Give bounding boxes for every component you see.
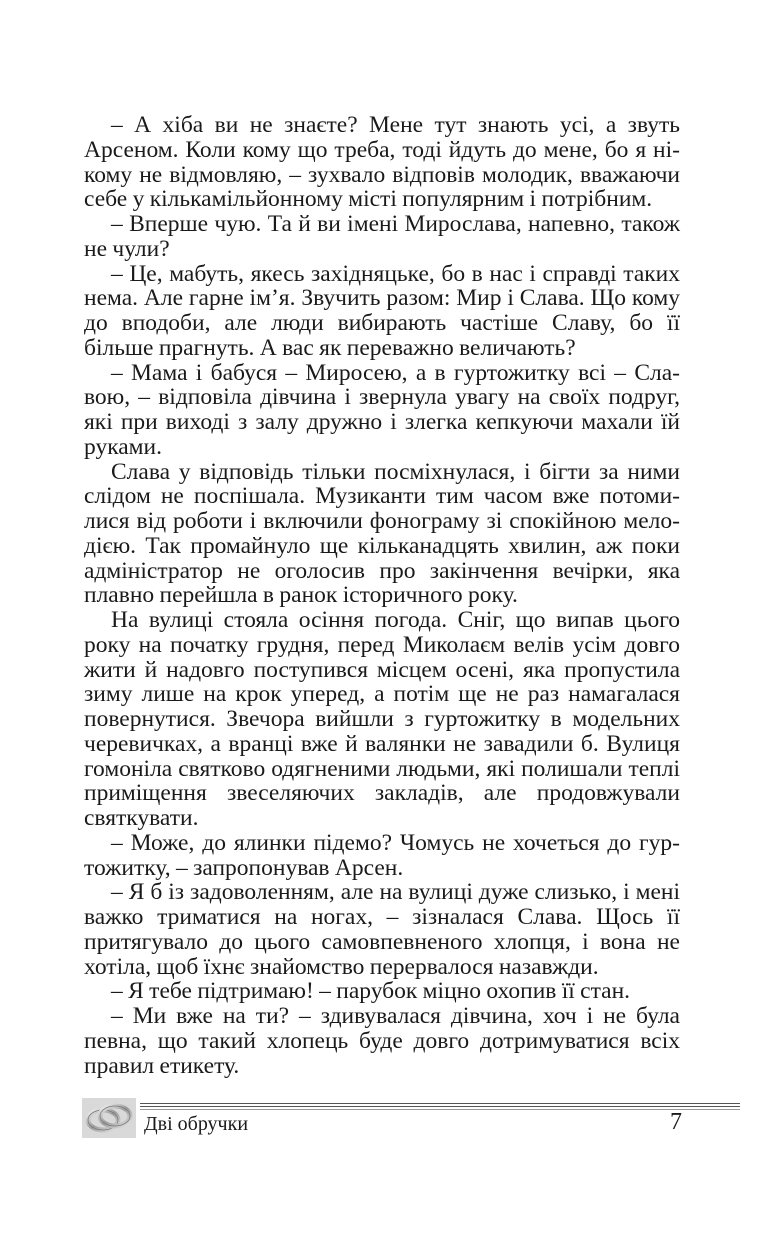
page-body [84,113,680,1078]
paragraph-2: – Вперше чую. Та й ви імені Мирослава, напевно, також не чули? [84,211,680,262]
paragraph-8: – Я б із задоволенням, але на вулиці дуже слизько, і мені важко триматися на ногах, – зізналася Слава. Щось її притягувало до цього самовпевненого хлопця, і вона не хотіла, щоб їхнє знайомство перервалося назавжди. [84,879,680,980]
page-footer [82,1098,682,1140]
footer-rule-bottom [140,1109,740,1110]
paragraph-10: – Ми вже на ти? – здивувалася дівчина, хоч і не була певна, що такий хлопець буде довго дотримуватися всіх правил етикету. [84,1003,680,1079]
paragraph-1: – А хіба ви не знаєте? Мене тут знають усі, а звуть Арсеном. Коли кому що треба, тоді йдуть до мене, бо я нікому не відмовляю, – зухвало відповів молодик, вважаючи себе у кількамільйонному місті популярним і потрібним. [84,112,680,213]
running-title: Дві обручки [144,1113,249,1135]
page-number: 7 [670,1109,682,1135]
footer-rule-middle [140,1106,740,1107]
paragraph-9: – Я тебе підтримаю! – парубок міцно охопив її стан. [111,978,631,1005]
paragraph-3: – Це, мабуть, якесь західняцьке, бо в нас і справді таких нема. Але гарне ім’я. Звучить разом: Мир і Слава. Що кому до вподоби, але люди вибирають частіше Славу, бо її більше прагнуть. А вас як переважно величають? [84,260,680,361]
paragraph-7: – Може, до ялинки підемо? Чомусь не хочеться до гуртожитку, – запропонував Арсен. [84,829,680,881]
paragraph-6: На вулиці стояла осіння погода. Сніг, що випав цього року на початку грудня, перед Миколаєм велів усім довго жити й надовго поступився місцем осені, яка пропустила зиму лише на крок уперед, а потім ще не раз намагалася повернутися. Звечора вийшли з гуртожитку в модельних черевичках, а вранці вже й валянки не завадили б. Вулиця гомоніла святково одягненими людьми, які полишали теплі приміщення звеселяючих закладів, але продовжували святкувати. [84,607,680,831]
wedding-rings-icon [82,1098,136,1138]
paragraph-4: – Мама і бабуся – Миросею, а в гуртожитку всі – Славою, – відповіла дівчина і звернула увагу на своїх подруг, які при виході з залу дружно і злегка кепкуючи махали їй руками. [84,359,680,460]
footer-rule-top [140,1103,740,1104]
paragraph-5: Слава у відповідь тільки посміхнулася, і бігти за ними слідом не поспішала. Музиканти тим часом вже потомилися від роботи і включили фонограму зі спокійною мелодією. Так промайнуло ще кільканадцять хвилин, аж поки адміністратор не оголосив про закінчення вечірки, яка плавно перейшла в ранок історичного року. [84,458,680,609]
